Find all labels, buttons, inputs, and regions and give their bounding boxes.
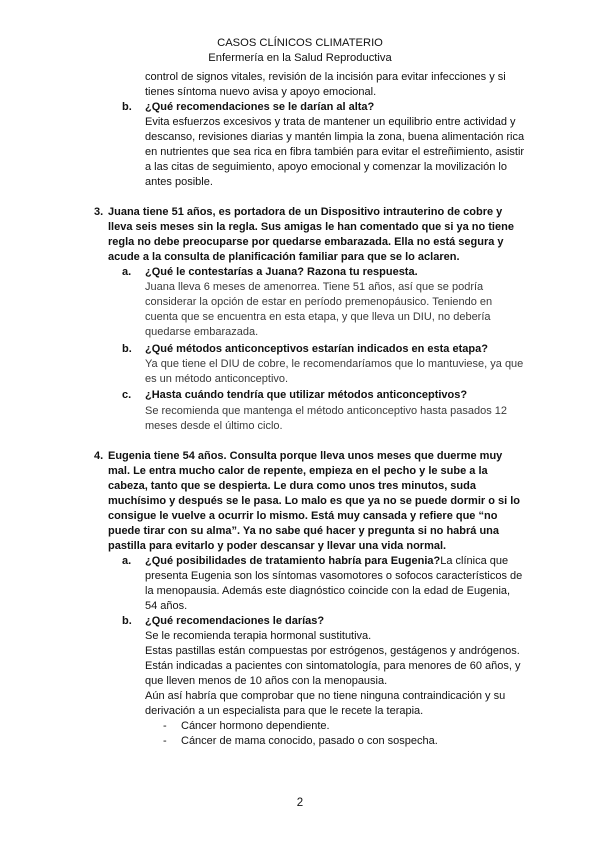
question-text: ¿Qué le contestarías a Juana? Razona tu respuesta.	[145, 266, 418, 278]
case-statement-line: acude a la consulta de planificación familiar para que se lo aclaren.	[108, 251, 460, 263]
question-label: b.	[122, 101, 132, 113]
answer-line: meses desde el último ciclo.	[145, 420, 283, 432]
case-number: 3.	[94, 206, 104, 218]
list-bullet: -	[163, 735, 167, 747]
case-statement-line: Eugenia tiene 54 años. Consulta porque lleva unos meses que duerme muy	[108, 450, 503, 462]
answer-line: quedarse embarazada.	[145, 326, 259, 338]
answer-line: a las citas de seguimiento, apoyo emocional y comenzar la movilización lo	[145, 161, 507, 173]
question-label: c.	[122, 389, 132, 401]
case-statement-line: Juana tiene 51 años, es portadora de un Dispositivo intrauterino de cobre y	[108, 206, 503, 218]
case-statement-line: pastilla para evitarlo y poder descansar y llevar una vida normal.	[108, 540, 447, 552]
case-statement-line: mal. Le entra mucho calor de repente, empieza en el pecho y le sube a la	[108, 465, 488, 477]
answer-line: Evita esfuerzos excesivos y trata de mantener un equilibrio entre actividad y	[145, 116, 516, 128]
answer-line: antes posible.	[145, 176, 213, 188]
answer-line: presenta Eugenia son los síntomas vasomotores o sofocos característicos de	[145, 570, 523, 582]
list-item: Cáncer hormono dependiente.	[181, 720, 330, 732]
answer-line: considerar la opción de estar en período premenopáusico. Teniendo en	[145, 296, 493, 308]
answer-line: Aún así habría que comprobar que no tiene ninguna contraindicación y su	[145, 690, 506, 702]
answer-line: Juana lleva 6 meses de amenorrea. Tiene 51 años, así que se podría	[145, 281, 484, 293]
question-text: ¿Qué recomendaciones le darías?	[145, 615, 325, 627]
answer-line: es un método anticonceptivo.	[145, 373, 289, 385]
question-text: ¿Hasta cuándo tendría que utilizar métodos anticonceptivos?	[145, 389, 468, 401]
answer-line: descanso, revisiones diarias y mantén limpia la zona, buena alimentación rica	[145, 131, 525, 143]
answer-line: la menopausia. Además este diagnóstico coincide con la edad de Eugenia,	[145, 585, 511, 597]
answer-line: derivación a un especialista para que le recete la terapia.	[145, 705, 424, 717]
answer-line: Se recomienda que mantenga el método anticonceptivo hasta pasados 12	[145, 405, 508, 417]
case-number: 4.	[94, 450, 104, 462]
case-statement-line: cabeza, tanto que se despierta. Le dura como unos tres minutos, suda	[108, 480, 476, 492]
answer-line: 54 años.	[145, 600, 188, 612]
page-number: 2	[296, 797, 304, 809]
question-label: b.	[122, 615, 132, 627]
question-line	[145, 554, 508, 568]
question-text: ¿Qué recomendaciones se le darían al alta?	[145, 101, 375, 113]
case-statement-line: lleva seis meses sin la regla. Sus amigas le han comentado que si ya no tiene	[108, 221, 514, 233]
answer-inline: La clínica que	[440, 555, 509, 567]
list-bullet: -	[163, 720, 167, 732]
case-statement-line: puede tirar con su alma”. Ya no sabe qué hacer y pregunta si no habrá una	[108, 525, 500, 537]
header-title: CASOS CLÍNICOS CLIMATERIO	[217, 37, 383, 49]
answer-line: Ya que tiene el DIU de cobre, le recomendaríamos que lo mantuviese, ya que	[145, 358, 524, 370]
question-label: a.	[122, 266, 132, 278]
page-header	[0, 36, 600, 66]
answer-line: en nutrientes que sea rica en fibra también para evitar el estreñimiento, asistir	[145, 146, 525, 158]
answer-line: control de signos vitales, revisión de la incisión para evitar infecciones y si	[145, 71, 506, 83]
answer-line: Estas pastillas están compuestas por estrógenos, gestágenos y andrógenos.	[145, 645, 520, 657]
case-statement-line: consigue le vuelve a ocurrir lo mismo. Está muy cansada y refiere que “no	[108, 510, 498, 522]
question-text: ¿Qué posibilidades de tratamiento habría para Eugenia?	[145, 555, 441, 567]
answer-line: Están indicadas a pacientes con sintomatología, para menores de 60 años, y	[145, 660, 521, 672]
answer-line: cuenta que se encuentra en esta etapa, y que lleva un DIU, no debería	[145, 311, 491, 323]
case-statement-line: muchísimo y después se le pasa. Lo malo es que ya no se puede dormir o si lo	[108, 495, 521, 507]
question-label: b.	[122, 343, 132, 355]
question-text: ¿Qué métodos anticonceptivos estarían indicados en esta etapa?	[145, 343, 488, 355]
answer-line: Se le recomienda terapia hormonal sustitutiva.	[145, 630, 372, 642]
header-subtitle: Enfermería en la Salud Reproductiva	[208, 52, 392, 64]
case-statement-line: regla no debe preocuparse por quedarse embarazada. Ella no está segura y	[108, 236, 504, 248]
answer-line: tienes síntoma nuevo avisa y apoyo emocional.	[145, 86, 377, 98]
answer-line: que lleven menos de 10 años con la menopausia.	[145, 675, 388, 687]
question-label: a.	[122, 555, 132, 567]
list-item: Cáncer de mama conocido, pasado o con sospecha.	[181, 735, 438, 747]
